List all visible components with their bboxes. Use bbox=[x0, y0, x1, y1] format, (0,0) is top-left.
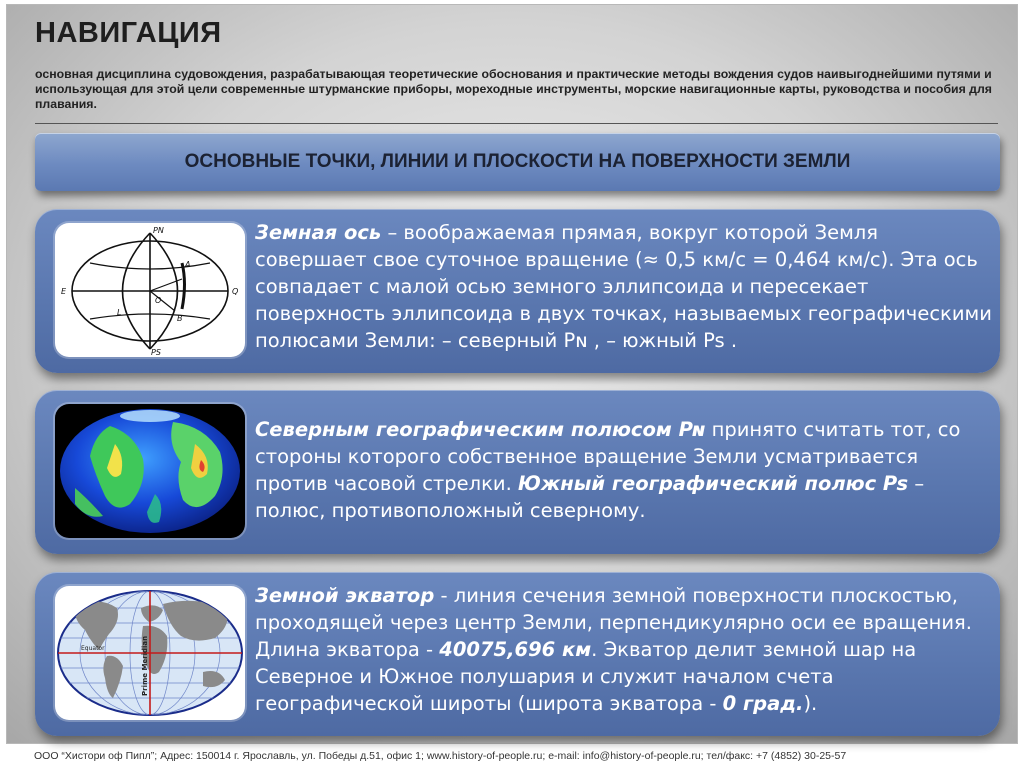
equator-length: 40075,696 км bbox=[439, 638, 592, 661]
card-poles bbox=[35, 390, 1000, 554]
card-earth-axis-text: Земная ось – воображаемая прямая, вокруг которой Земля совершает свое суточное вращение (≈ 0,5 км/с = 0,464 км/с). Эта ось совпадает с малой осью земного эллипсоида и пересекает поверхность эллипсоида в двух точках, называемых географическими полюсами Земли: – северный Pɴ , – южный Ps . bbox=[255, 221, 992, 352]
label-pn: PN bbox=[153, 226, 164, 235]
earth-ellipsoid-diagram bbox=[55, 223, 245, 357]
card-earth-axis bbox=[35, 209, 1000, 373]
earth-globe-image bbox=[55, 404, 245, 538]
term-north-pole: Северным географическим полюсом Pɴ bbox=[255, 418, 706, 441]
card-poles-text: Северным географическим полюсом Pɴ принято считать тот, со стороны которого собственное вращение Земли усматривается против часовой стрелки. Южный географический полюс Ps – полюс, противоположный северному. bbox=[255, 418, 961, 522]
section-banner bbox=[35, 133, 1000, 191]
label-q: Q bbox=[232, 287, 239, 296]
divider bbox=[35, 123, 998, 124]
card-equator-text: Земной экватор - линия сечения земной поверхности плоскостью, проходящей через центр Земли, перпендикулярно оси ее вращения. Длина экватора - 40075,696 км. Экватор делит земной шар на Северное и Южное полушария и служит началом счета географической широты (широта экватора - 0 град.). bbox=[255, 584, 972, 715]
term-earth-axis: Земная ось bbox=[255, 221, 382, 244]
world-map-image bbox=[55, 586, 245, 720]
slide-title: НАВИГАЦИЯ bbox=[35, 17, 222, 49]
label-ps: PS bbox=[151, 348, 161, 357]
card-equator bbox=[35, 572, 1000, 736]
equator-latitude: 0 град. bbox=[722, 692, 804, 715]
label-e: E bbox=[61, 287, 67, 296]
label-b: B bbox=[177, 314, 183, 323]
label-a: A bbox=[185, 260, 191, 269]
label-equator: Equator bbox=[81, 645, 105, 652]
term-equator: Земной экватор bbox=[255, 584, 435, 607]
footer-contacts: ООО “Хистори оф Пипл”; Адрес: 150014 г. Ярославль, ул. Победы д.51, офис 1; www.history-of-people.ru; e-mail: info@history-of-people.ru; тел/факс: +7 (4852) 30-25-57 bbox=[34, 750, 847, 762]
section-banner-text: ОСНОВНЫЕ ТОЧКИ, ЛИНИИ И ПЛОСКОСТИ НА ПОВЕРХНОСТИ ЗЕМЛИ bbox=[184, 151, 851, 172]
term-south-pole: Южный географический полюс Ps bbox=[517, 472, 909, 495]
slide-description: основная дисциплина судовождения, разрабатывающая теоретические обоснования и практические методы вождения судов наивыгоднейшими путями и использующая для этой цели современные штурманские приборы, мореходные инструменты, морские навигационные карты, руководства и пособия для плавания. bbox=[35, 67, 992, 111]
slide bbox=[6, 4, 1018, 744]
label-prime-meridian: Prime Meridian bbox=[141, 635, 149, 696]
label-o: O bbox=[155, 296, 162, 305]
label-l: L bbox=[117, 308, 122, 317]
